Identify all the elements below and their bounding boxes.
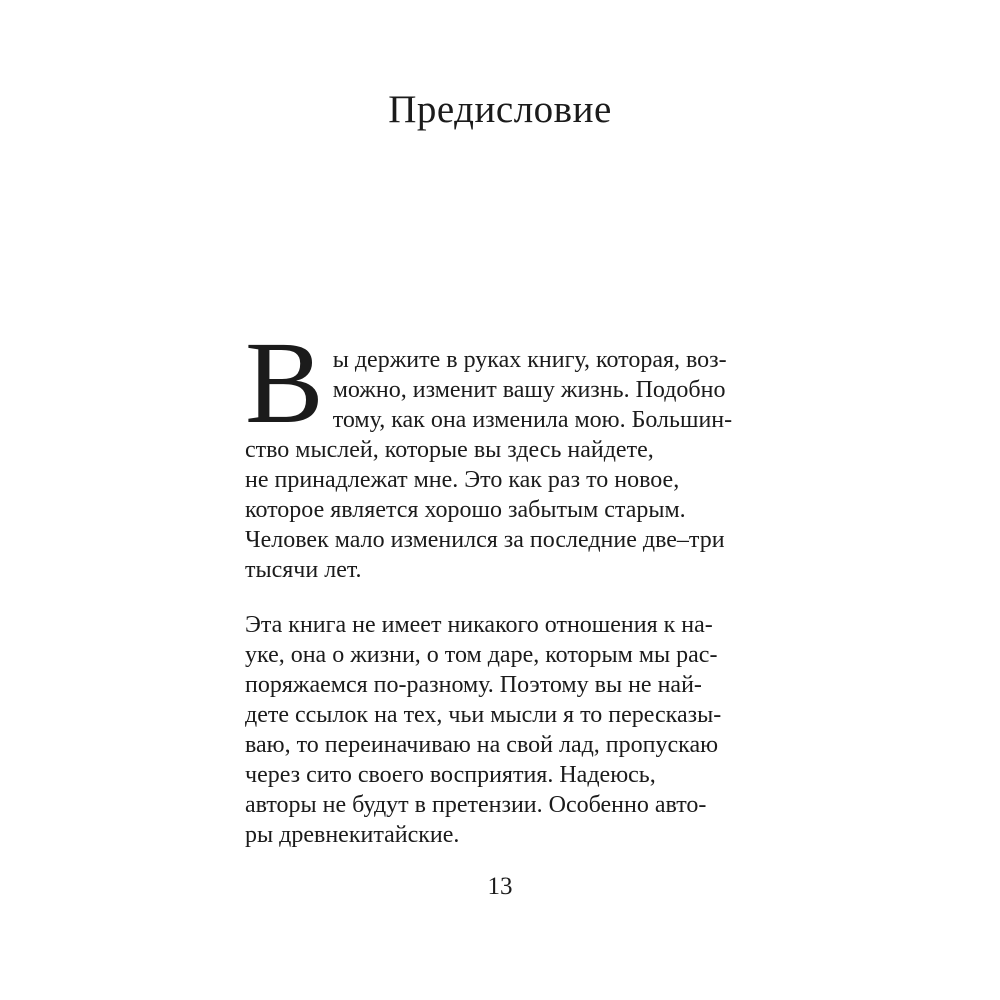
paragraph-second [245, 610, 785, 850]
text-line: можно, изменит вашу жизнь. Подобно [332, 377, 726, 403]
paragraph-first [245, 317, 785, 585]
text-line: ство мыслей, которые вы здесь найдете, [245, 437, 654, 463]
text-line: ры древнекитайские. [245, 822, 460, 848]
text-line: ы держите в руках книгу, которая, воз- [332, 347, 727, 373]
text-block [245, 317, 785, 850]
text-line: поряжаемся по-разному. Поэтому вы не най- [245, 672, 702, 698]
text-line: дете ссылок на тех, чьи мысли я то пересказы- [245, 702, 722, 728]
text-line: которое является хорошо забытым старым. [245, 497, 686, 523]
text-line: уке, она о жизни, о том даре, которым мы рас- [245, 642, 718, 668]
text-line: тысячи лет. [245, 557, 362, 583]
text-line: Эта книга не имеет никакого отношения к на- [245, 612, 713, 638]
page-number: 13 [487, 873, 513, 900]
text-line: тому, как она изменила мою. Большин- [332, 407, 733, 433]
page-title: Предисловие [388, 88, 612, 131]
text-line: Человек мало изменился за последние две–три [245, 527, 725, 553]
text-line: ваю, то переиначиваю на свой лад, пропускаю [245, 732, 719, 758]
text-line: авторы не будут в претензии. Особенно авто- [245, 792, 707, 818]
text-line: через сито своего восприятия. Надеюсь, [245, 762, 656, 788]
text-line: не принадлежат мне. Это как раз то новое, [245, 467, 680, 493]
drop-cap: В [245, 317, 324, 448]
